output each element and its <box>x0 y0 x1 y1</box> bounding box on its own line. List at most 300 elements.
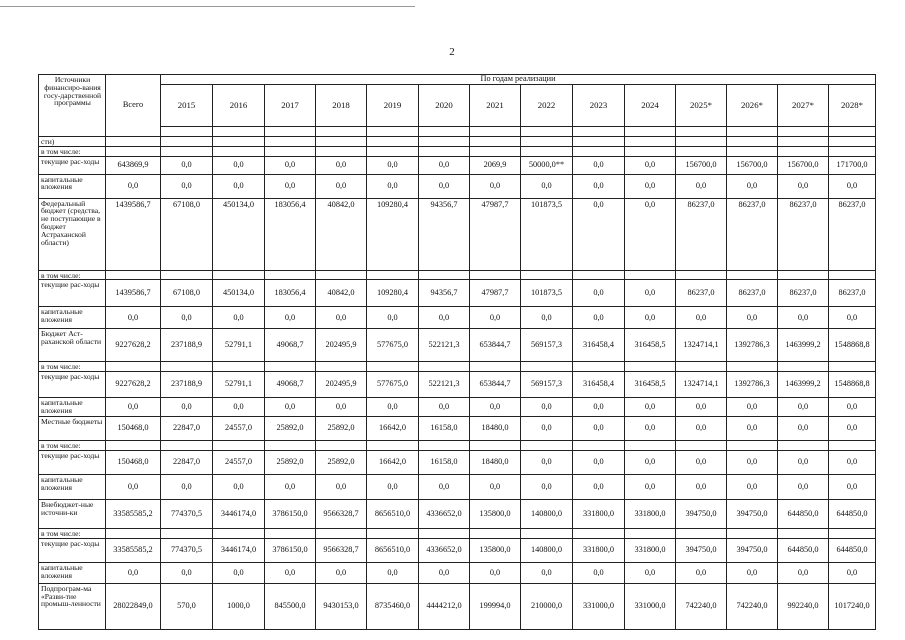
value-cell: 86237,0 <box>676 198 727 270</box>
value-cell: 331800,0 <box>625 538 676 562</box>
blank-cell <box>778 146 829 156</box>
blank-cell <box>316 127 367 137</box>
value-cell: 0,0 <box>778 562 829 583</box>
year-header-13: 2028* <box>829 85 876 127</box>
blank-cell <box>778 127 829 137</box>
value-cell: 210000,0 <box>521 583 573 629</box>
blank-cell <box>265 441 316 451</box>
year-header-4: 2019 <box>367 85 419 127</box>
blank-cell <box>419 270 470 280</box>
table-row <box>39 198 876 270</box>
value-cell: 653844,7 <box>470 329 521 362</box>
value-cell: 3446174,0 <box>213 538 265 562</box>
blank-cell <box>470 146 521 156</box>
value-cell: 1463999,2 <box>778 329 829 362</box>
value-cell: 331800,0 <box>573 538 625 562</box>
value-cell: 0,0 <box>625 307 676 329</box>
value-cell: 331000,0 <box>625 583 676 629</box>
value-cell: 0,0 <box>727 398 778 417</box>
table-row <box>39 307 876 329</box>
value-cell: 0,0 <box>161 174 213 198</box>
value-cell: 0,0 <box>676 417 727 441</box>
value-cell: 0,0 <box>316 398 367 417</box>
value-cell: 52791,1 <box>213 372 265 398</box>
blank-cell <box>521 146 573 156</box>
value-cell: 156700,0 <box>676 156 727 174</box>
value-cell: 0,0 <box>829 474 876 499</box>
value-cell: 0,0 <box>316 307 367 329</box>
value-cell: 0,0 <box>676 562 727 583</box>
blank-cell <box>521 528 573 538</box>
value-cell: 0,0 <box>161 474 213 499</box>
row-label: Внебюджет-ные источни-ки <box>39 499 106 528</box>
table-row <box>39 499 876 528</box>
blank-cell <box>573 441 625 451</box>
value-cell: 25892,0 <box>265 450 316 474</box>
blank-cell <box>727 137 778 147</box>
blank-cell <box>778 441 829 451</box>
row-label: в том числе: <box>39 270 106 280</box>
blank-cell <box>625 137 676 147</box>
row-total: 28022849,0 <box>106 583 161 629</box>
value-cell: 742240,0 <box>727 583 778 629</box>
row-label: Бюджет Аст-раханской области <box>39 329 106 362</box>
value-cell: 8656510,0 <box>367 538 419 562</box>
source-header: Источники финансиро-вания госу-дарственной программы <box>39 75 106 137</box>
blank-cell <box>265 270 316 280</box>
continuation-row <box>39 137 876 147</box>
year-header-0: 2015 <box>161 85 213 127</box>
row-label: текущие рас-ходы <box>39 372 106 398</box>
blank-cell <box>778 270 829 280</box>
value-cell: 24557,0 <box>213 417 265 441</box>
blank-cell <box>829 127 876 137</box>
value-cell: 0,0 <box>727 562 778 583</box>
year-header-7: 2022 <box>521 85 573 127</box>
row-label: в том числе: <box>39 362 106 372</box>
blank-cell <box>521 270 573 280</box>
value-cell: 742240,0 <box>676 583 727 629</box>
value-cell: 0,0 <box>521 307 573 329</box>
row-total: 1439586,7 <box>106 198 161 270</box>
value-cell: 3786150,0 <box>265 538 316 562</box>
blank-cell <box>521 441 573 451</box>
header-row-blank <box>39 127 876 137</box>
value-cell: 0,0 <box>573 450 625 474</box>
year-header-5: 2020 <box>419 85 470 127</box>
year-header-6: 2021 <box>470 85 521 127</box>
value-cell: 0,0 <box>727 450 778 474</box>
value-cell: 101873,5 <box>521 280 573 307</box>
value-cell: 0,0 <box>367 307 419 329</box>
value-cell: 0,0 <box>521 417 573 441</box>
blank-cell <box>573 137 625 147</box>
blank-cell <box>367 270 419 280</box>
value-cell: 450134,0 <box>213 198 265 270</box>
blank-cell <box>676 441 727 451</box>
blank-cell <box>419 441 470 451</box>
value-cell: 183056,4 <box>265 198 316 270</box>
year-header-8: 2023 <box>573 85 625 127</box>
year-header-9: 2024 <box>625 85 676 127</box>
value-cell: 316458,5 <box>625 329 676 362</box>
value-cell: 1548868,8 <box>829 329 876 362</box>
value-cell: 9566328,7 <box>316 499 367 528</box>
value-cell: 22847,0 <box>161 417 213 441</box>
blank-cell <box>573 362 625 372</box>
financing-table <box>38 74 876 630</box>
value-cell: 86237,0 <box>727 198 778 270</box>
row-label: капитальные вложения <box>39 562 106 583</box>
value-cell: 394750,0 <box>676 538 727 562</box>
row-total: 33585585,2 <box>106 538 161 562</box>
value-cell: 644850,0 <box>829 499 876 528</box>
value-cell: 1463999,2 <box>778 372 829 398</box>
value-cell: 94356,7 <box>419 198 470 270</box>
year-header-12: 2027* <box>778 85 829 127</box>
value-cell: 0,0 <box>727 417 778 441</box>
value-cell: 47987,7 <box>470 198 521 270</box>
value-cell: 331800,0 <box>573 499 625 528</box>
value-cell: 0,0 <box>625 398 676 417</box>
table-row <box>39 372 876 398</box>
value-cell: 0,0 <box>265 474 316 499</box>
blank-cell <box>367 146 419 156</box>
row-total: 0,0 <box>106 174 161 198</box>
value-cell: 1392786,3 <box>727 372 778 398</box>
table-row <box>39 398 876 417</box>
blank-cell <box>676 146 727 156</box>
value-cell: 0,0 <box>521 398 573 417</box>
row-label: текущие рас-ходы <box>39 156 106 174</box>
value-cell: 1548868,8 <box>829 372 876 398</box>
blank-cell <box>625 441 676 451</box>
value-cell: 0,0 <box>521 450 573 474</box>
row-label: текущие рас-ходы <box>39 538 106 562</box>
value-cell: 237188,9 <box>161 372 213 398</box>
table-row <box>39 280 876 307</box>
value-cell: 0,0 <box>161 307 213 329</box>
value-cell: 0,0 <box>419 474 470 499</box>
value-cell: 0,0 <box>470 174 521 198</box>
blank-cell <box>161 441 213 451</box>
value-cell: 774370,5 <box>161 499 213 528</box>
value-cell: 0,0 <box>778 474 829 499</box>
blank-cell <box>727 146 778 156</box>
row-total: 1439586,7 <box>106 280 161 307</box>
years-group-header: По годам реализации <box>161 75 876 85</box>
table-row <box>39 417 876 441</box>
value-cell: 845500,0 <box>265 583 316 629</box>
row-label: в том числе: <box>39 441 106 451</box>
value-cell: 569157,3 <box>521 329 573 362</box>
value-cell: 18480,0 <box>470 450 521 474</box>
value-cell: 0,0 <box>213 398 265 417</box>
row-label: Подпрограм-ма «Разви-тие промыш-ленности <box>39 583 106 629</box>
blank-cell <box>419 127 470 137</box>
value-cell: 4336652,0 <box>419 538 470 562</box>
year-header-10: 2025* <box>676 85 727 127</box>
section-row <box>39 441 876 451</box>
value-cell: 0,0 <box>676 174 727 198</box>
value-cell: 135800,0 <box>470 538 521 562</box>
value-cell: 0,0 <box>573 562 625 583</box>
table-row <box>39 583 876 629</box>
value-cell: 140800,0 <box>521 538 573 562</box>
value-cell: 67108,0 <box>161 280 213 307</box>
blank-cell <box>829 270 876 280</box>
value-cell: 9430153,0 <box>316 583 367 629</box>
blank-cell <box>106 528 161 538</box>
row-total: 0,0 <box>106 562 161 583</box>
row-total: 150468,0 <box>106 450 161 474</box>
blank-cell <box>470 528 521 538</box>
row-total: 0,0 <box>106 398 161 417</box>
blank-cell <box>470 270 521 280</box>
blank-cell <box>470 362 521 372</box>
value-cell: 394750,0 <box>727 538 778 562</box>
section-row <box>39 362 876 372</box>
value-cell: 0,0 <box>676 307 727 329</box>
value-cell: 40842,0 <box>316 198 367 270</box>
value-cell: 1392786,3 <box>727 329 778 362</box>
value-cell: 16158,0 <box>419 450 470 474</box>
blank-cell <box>778 362 829 372</box>
blank-cell <box>521 362 573 372</box>
blank-cell <box>367 362 419 372</box>
value-cell: 202495,9 <box>316 329 367 362</box>
blank-cell <box>470 127 521 137</box>
top-rule <box>0 6 415 7</box>
value-cell: 0,0 <box>778 174 829 198</box>
value-cell: 8656510,0 <box>367 499 419 528</box>
blank-cell <box>829 362 876 372</box>
blank-cell <box>367 127 419 137</box>
value-cell: 67108,0 <box>161 198 213 270</box>
value-cell: 331000,0 <box>573 583 625 629</box>
value-cell: 0,0 <box>367 174 419 198</box>
section-row <box>39 270 876 280</box>
value-cell: 52791,1 <box>213 329 265 362</box>
value-cell: 109280,4 <box>367 280 419 307</box>
value-cell: 0,0 <box>213 307 265 329</box>
value-cell: 9566328,7 <box>316 538 367 562</box>
blank-cell <box>316 441 367 451</box>
blank-cell <box>573 146 625 156</box>
row-label: капитальные вложения <box>39 174 106 198</box>
blank-cell <box>367 137 419 147</box>
blank-cell <box>161 137 213 147</box>
value-cell: 0,0 <box>573 307 625 329</box>
blank-cell <box>829 528 876 538</box>
blank-cell <box>316 137 367 147</box>
row-label: Федеральный бюджет (средства, не поступающие в бюджет Астраханской области) <box>39 198 106 270</box>
blank-cell <box>265 137 316 147</box>
value-cell: 0,0 <box>161 398 213 417</box>
value-cell: 0,0 <box>727 474 778 499</box>
total-header: Всего <box>106 75 161 137</box>
blank-cell <box>727 441 778 451</box>
value-cell: 394750,0 <box>676 499 727 528</box>
value-cell: 0,0 <box>316 156 367 174</box>
value-cell: 4336652,0 <box>419 499 470 528</box>
blank-cell <box>727 127 778 137</box>
value-cell: 0,0 <box>625 280 676 307</box>
value-cell: 8735460,0 <box>367 583 419 629</box>
blank-cell <box>316 270 367 280</box>
value-cell: 0,0 <box>213 174 265 198</box>
row-total: 150468,0 <box>106 417 161 441</box>
blank-cell <box>106 270 161 280</box>
value-cell: 522121,3 <box>419 372 470 398</box>
value-cell: 0,0 <box>265 156 316 174</box>
value-cell: 0,0 <box>521 174 573 198</box>
blank-cell <box>676 127 727 137</box>
value-cell: 3786150,0 <box>265 499 316 528</box>
value-cell: 140800,0 <box>521 499 573 528</box>
value-cell: 0,0 <box>829 417 876 441</box>
value-cell: 86237,0 <box>778 198 829 270</box>
value-cell: 0,0 <box>625 474 676 499</box>
value-cell: 0,0 <box>265 398 316 417</box>
section-row <box>39 528 876 538</box>
row-label: текущие рас-ходы <box>39 450 106 474</box>
row-total: 643869,9 <box>106 156 161 174</box>
blank-cell <box>573 528 625 538</box>
blank-cell <box>213 127 265 137</box>
value-cell: 0,0 <box>161 156 213 174</box>
value-cell: 0,0 <box>676 450 727 474</box>
blank-cell <box>676 137 727 147</box>
page-number: 2 <box>449 46 455 58</box>
value-cell: 109280,4 <box>367 198 419 270</box>
blank-cell <box>829 137 876 147</box>
blank-cell <box>470 441 521 451</box>
row-label: в том числе: <box>39 528 106 538</box>
table-row <box>39 329 876 362</box>
blank-cell <box>625 270 676 280</box>
row-total: 9227628,2 <box>106 329 161 362</box>
blank-cell <box>676 528 727 538</box>
value-cell: 450134,0 <box>213 280 265 307</box>
value-cell: 0,0 <box>470 562 521 583</box>
value-cell: 0,0 <box>829 562 876 583</box>
value-cell: 0,0 <box>625 562 676 583</box>
blank-cell <box>676 270 727 280</box>
value-cell: 1324714,1 <box>676 372 727 398</box>
value-cell: 0,0 <box>625 174 676 198</box>
value-cell: 577675,0 <box>367 329 419 362</box>
value-cell: 135800,0 <box>470 499 521 528</box>
row-total: 9227628,2 <box>106 372 161 398</box>
blank-cell <box>778 528 829 538</box>
value-cell: 50000,0** <box>521 156 573 174</box>
blank-cell <box>419 137 470 147</box>
value-cell: 0,0 <box>419 398 470 417</box>
value-cell: 0,0 <box>470 398 521 417</box>
value-cell: 16642,0 <box>367 450 419 474</box>
header-row-group <box>39 75 876 85</box>
blank-cell <box>265 146 316 156</box>
blank-cell <box>573 270 625 280</box>
value-cell: 0,0 <box>829 307 876 329</box>
value-cell: 0,0 <box>829 174 876 198</box>
blank-cell <box>161 528 213 538</box>
value-cell: 0,0 <box>727 174 778 198</box>
value-cell: 49068,7 <box>265 329 316 362</box>
value-cell: 86237,0 <box>676 280 727 307</box>
value-cell: 0,0 <box>316 562 367 583</box>
value-cell: 4444212,0 <box>419 583 470 629</box>
blank-cell <box>367 441 419 451</box>
year-header-1: 2016 <box>213 85 265 127</box>
blank-cell <box>727 528 778 538</box>
table-row <box>39 174 876 198</box>
blank-cell <box>521 137 573 147</box>
blank-cell <box>625 146 676 156</box>
value-cell: 0,0 <box>419 307 470 329</box>
blank-cell <box>625 362 676 372</box>
blank-cell <box>829 441 876 451</box>
blank-cell <box>419 146 470 156</box>
value-cell: 316458,4 <box>573 372 625 398</box>
row-label: капитальные вложения <box>39 398 106 417</box>
value-cell: 0,0 <box>470 474 521 499</box>
value-cell: 0,0 <box>778 417 829 441</box>
value-cell: 86237,0 <box>829 198 876 270</box>
value-cell: 0,0 <box>213 156 265 174</box>
table-row <box>39 474 876 499</box>
blank-cell <box>265 362 316 372</box>
blank-cell <box>213 137 265 147</box>
value-cell: 0,0 <box>778 450 829 474</box>
value-cell: 0,0 <box>470 307 521 329</box>
value-cell: 653844,7 <box>470 372 521 398</box>
row-label: капитальные вложения <box>39 474 106 499</box>
value-cell: 0,0 <box>419 174 470 198</box>
blank-cell <box>106 137 161 147</box>
value-cell: 47987,7 <box>470 280 521 307</box>
blank-cell <box>265 127 316 137</box>
value-cell: 0,0 <box>573 474 625 499</box>
row-total: 0,0 <box>106 474 161 499</box>
blank-cell <box>161 270 213 280</box>
value-cell: 0,0 <box>625 417 676 441</box>
value-cell: 237188,9 <box>161 329 213 362</box>
value-cell: 0,0 <box>829 450 876 474</box>
value-cell: 644850,0 <box>829 538 876 562</box>
value-cell: 1017240,0 <box>829 583 876 629</box>
value-cell: 86237,0 <box>778 280 829 307</box>
header-row-years <box>39 85 876 127</box>
value-cell: 0,0 <box>573 398 625 417</box>
value-cell: 331800,0 <box>625 499 676 528</box>
blank-cell <box>213 441 265 451</box>
blank-cell <box>727 270 778 280</box>
value-cell: 0,0 <box>265 562 316 583</box>
row-label: капитальные вложения <box>39 307 106 329</box>
value-cell: 0,0 <box>676 398 727 417</box>
value-cell: 25892,0 <box>316 450 367 474</box>
blank-cell <box>829 146 876 156</box>
blank-cell <box>213 528 265 538</box>
value-cell: 0,0 <box>521 562 573 583</box>
blank-cell <box>161 146 213 156</box>
blank-cell <box>265 528 316 538</box>
value-cell: 522121,3 <box>419 329 470 362</box>
value-cell: 0,0 <box>213 562 265 583</box>
value-cell: 1000,0 <box>213 583 265 629</box>
